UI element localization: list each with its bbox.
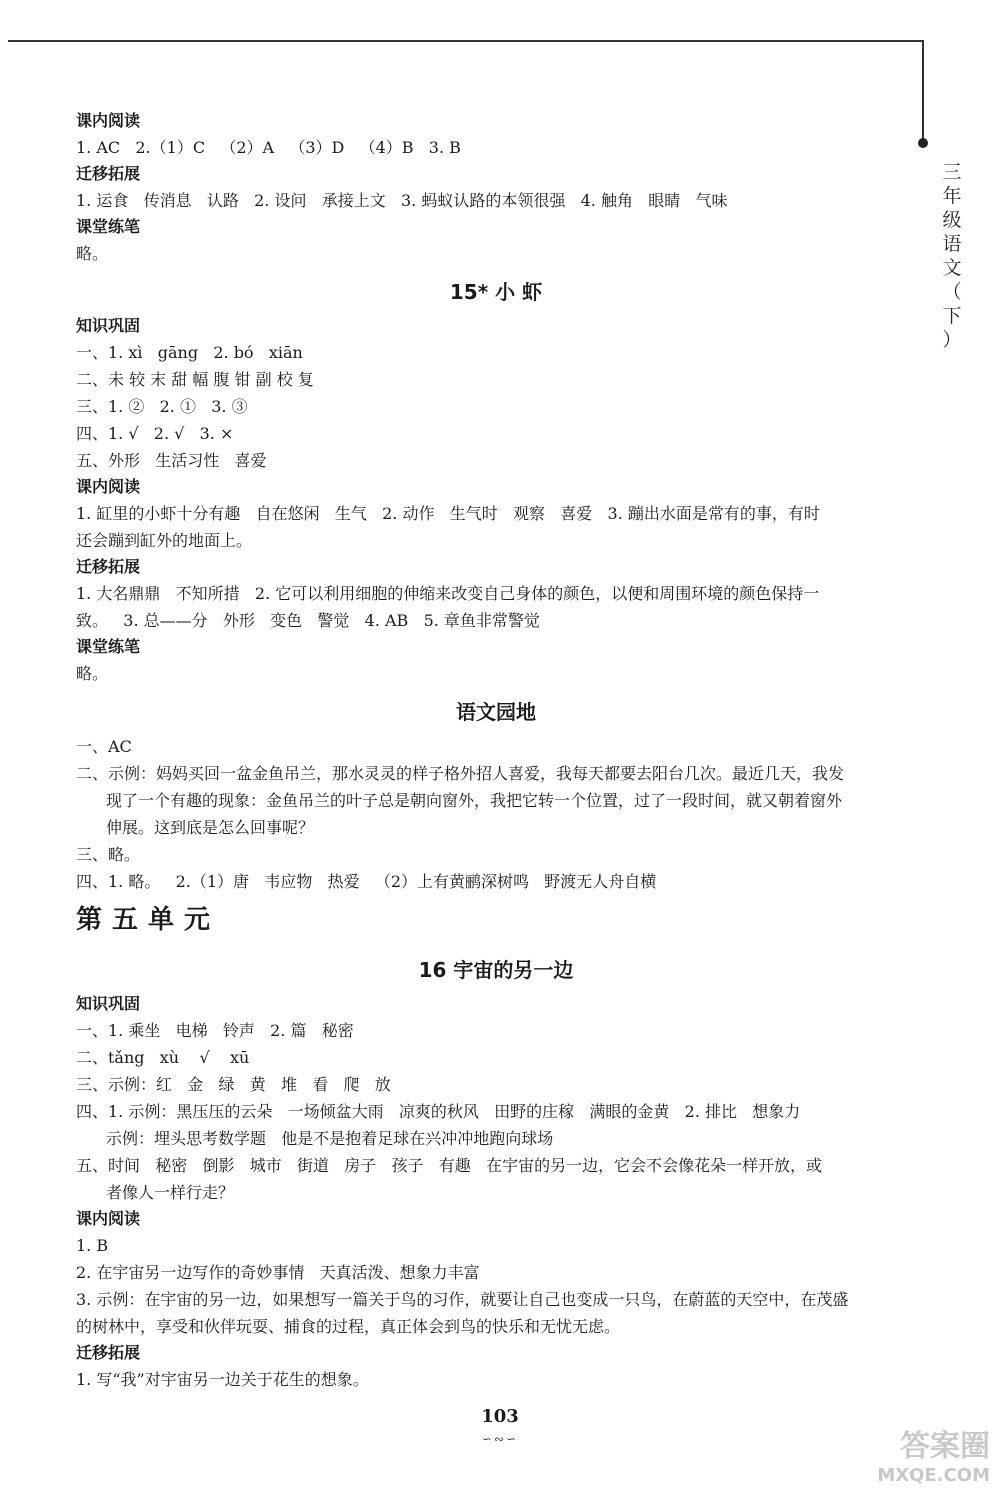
answer-line: 伸展。这到底是怎么回事呢？ <box>106 818 315 837</box>
answer-line: 还会蹦到缸外的地面上。 <box>76 531 253 550</box>
answer-line: 1. 大名鼎鼎 不知所措 2. 它可以利用细胞的伸缩来改变自己身体的颜色，以便和周围环境的颜色保持一 <box>76 584 820 603</box>
answer-line: 致。 3. 总——分 外形 变色 警觉 4. AB 5. 章鱼非常警觉 <box>76 611 540 630</box>
section-heading: 知识巩固 <box>76 994 141 1013</box>
side-label-char: 三 <box>942 161 962 183</box>
side-label-char: 语 <box>942 233 962 255</box>
lesson-title: 语文园地 <box>456 700 536 724</box>
section-heading: 迁移拓展 <box>76 164 141 183</box>
page-ornament: ∽∾∽ <box>481 1432 519 1446</box>
section-heading: 迁移拓展 <box>76 557 141 576</box>
answer-line: 的树林中，享受和伙伴玩耍、捕食的过程，真正体会到鸟的快乐和无忧无虑。 <box>76 1317 621 1336</box>
top-rule <box>8 40 924 42</box>
answer-line: 五、时间 秘密 倒影 城市 街道 房子 孩子 有趣 在宇宙的另一边，它会不会像花朵一样开放，或 <box>76 1156 823 1175</box>
section-heading: 知识巩固 <box>76 316 141 335</box>
watermark-url: MXQE.COM <box>877 1465 990 1486</box>
answer-line: 三、示例：红 金 绿 黄 堆 看 爬 放 <box>76 1075 391 1094</box>
answer-line: 三、略。 <box>76 845 141 864</box>
answer-line: 示例：埋头思考数学题 他是不是抱着足球在兴冲冲地跑向球场 <box>106 1129 554 1148</box>
answer-line: 3. 示例：在宇宙的另一边，如果想写一篇关于鸟的习作，就要让自己也变成一只鸟，在蔚蓝的天空中，在茂盛 <box>76 1290 849 1309</box>
answer-line: 略。 <box>76 664 109 683</box>
answer-line: 一、1. 乘坐 电梯 铃声 2. 篇 秘密 <box>76 1021 354 1040</box>
section-heading: 迁移拓展 <box>76 1343 141 1362</box>
answer-line: 二、示例：妈妈买回一盆金鱼吊兰，那水灵灵的样子格外招人喜爱，我每天都要去阳台几次。最近几天，我发 <box>76 764 845 783</box>
answer-line: 四、1. 略。 2.（1）唐 韦应物 热爱 （2）上有黄鹂深树鸣 野渡无人舟自横 <box>76 872 657 891</box>
answer-line: 四、1. √ 2. √ 3. × <box>76 424 234 443</box>
answer-content <box>76 108 916 1393</box>
side-label-char: 文 <box>942 257 962 279</box>
unit-title: 第五单元 <box>76 905 221 935</box>
answer-line: 1. 运食 传消息 认路 2. 设问 承接上文 3. 蚂蚁认路的本领很强 4. 触角 眼睛 气味 <box>76 191 728 210</box>
answer-line: 一、AC <box>76 737 132 756</box>
answer-line: 四、1. 示例：黑压压的云朵 一场倾盆大雨 凉爽的秋风 田野的庄稼 满眼的金黄 2. 排比 想象力 <box>76 1102 801 1121</box>
side-label-char: 年 <box>942 185 962 207</box>
watermark-text: 答案圈 <box>900 1429 990 1464</box>
answer-line: 2. 在宇宙另一边写作的奇妙事情 天真活泼、想象力丰富 <box>76 1263 480 1282</box>
side-label-grade-subject <box>938 160 966 352</box>
page-number: 103 <box>481 1406 519 1427</box>
section-heading: 课堂练笔 <box>76 637 141 656</box>
answer-line: 者像人一样行走？ <box>106 1183 235 1202</box>
answer-line: 1. B <box>76 1236 109 1255</box>
answer-line: 1. AC 2.（1）C （2）A （3）D （4）B 3. B <box>76 138 461 157</box>
answer-line: 1. 写“我”对宇宙另一边关于花生的想象。 <box>76 1370 369 1389</box>
watermark-logo <box>830 1430 990 1488</box>
answer-line: 五、外形 生活习性 喜爱 <box>76 451 267 470</box>
answer-line: 二、未 较 末 甜 幅 腹 钳 副 校 复 <box>76 370 314 389</box>
side-label-char: 级 <box>942 209 962 231</box>
side-rule <box>922 40 924 142</box>
answer-line: 略。 <box>76 244 109 263</box>
side-label-char: ） <box>942 329 962 351</box>
section-heading: 课内阅读 <box>76 477 141 496</box>
answer-line: 一、1. xì gāng 2. bó xiān <box>76 343 303 362</box>
section-heading: 课内阅读 <box>76 1209 141 1228</box>
answer-line: 三、1. ② 2. ① 3. ③ <box>76 397 248 416</box>
lesson-title: 16 宇宙的另一边 <box>418 958 574 982</box>
lesson-title: 15* 小 虾 <box>449 280 543 304</box>
side-label-char: 下 <box>942 305 962 327</box>
section-heading: 课堂练笔 <box>76 217 141 236</box>
side-label-char: （ <box>942 281 962 303</box>
side-rule-dot <box>918 138 928 148</box>
section-heading: 课内阅读 <box>76 111 141 130</box>
answer-line: 现了一个有趣的现象：金鱼吊兰的叶子总是朝向窗外，我把它转一个位置，过了一段时间，就又朝着窗外 <box>106 791 843 810</box>
answer-line: 1. 缸里的小虾十分有趣 自在悠闲 生气 2. 动作 生气时 观察 喜爱 3. 蹦出水面是常有的事，有时 <box>76 504 820 523</box>
answer-line: 二、tǎng xù √ xū <box>76 1048 250 1067</box>
